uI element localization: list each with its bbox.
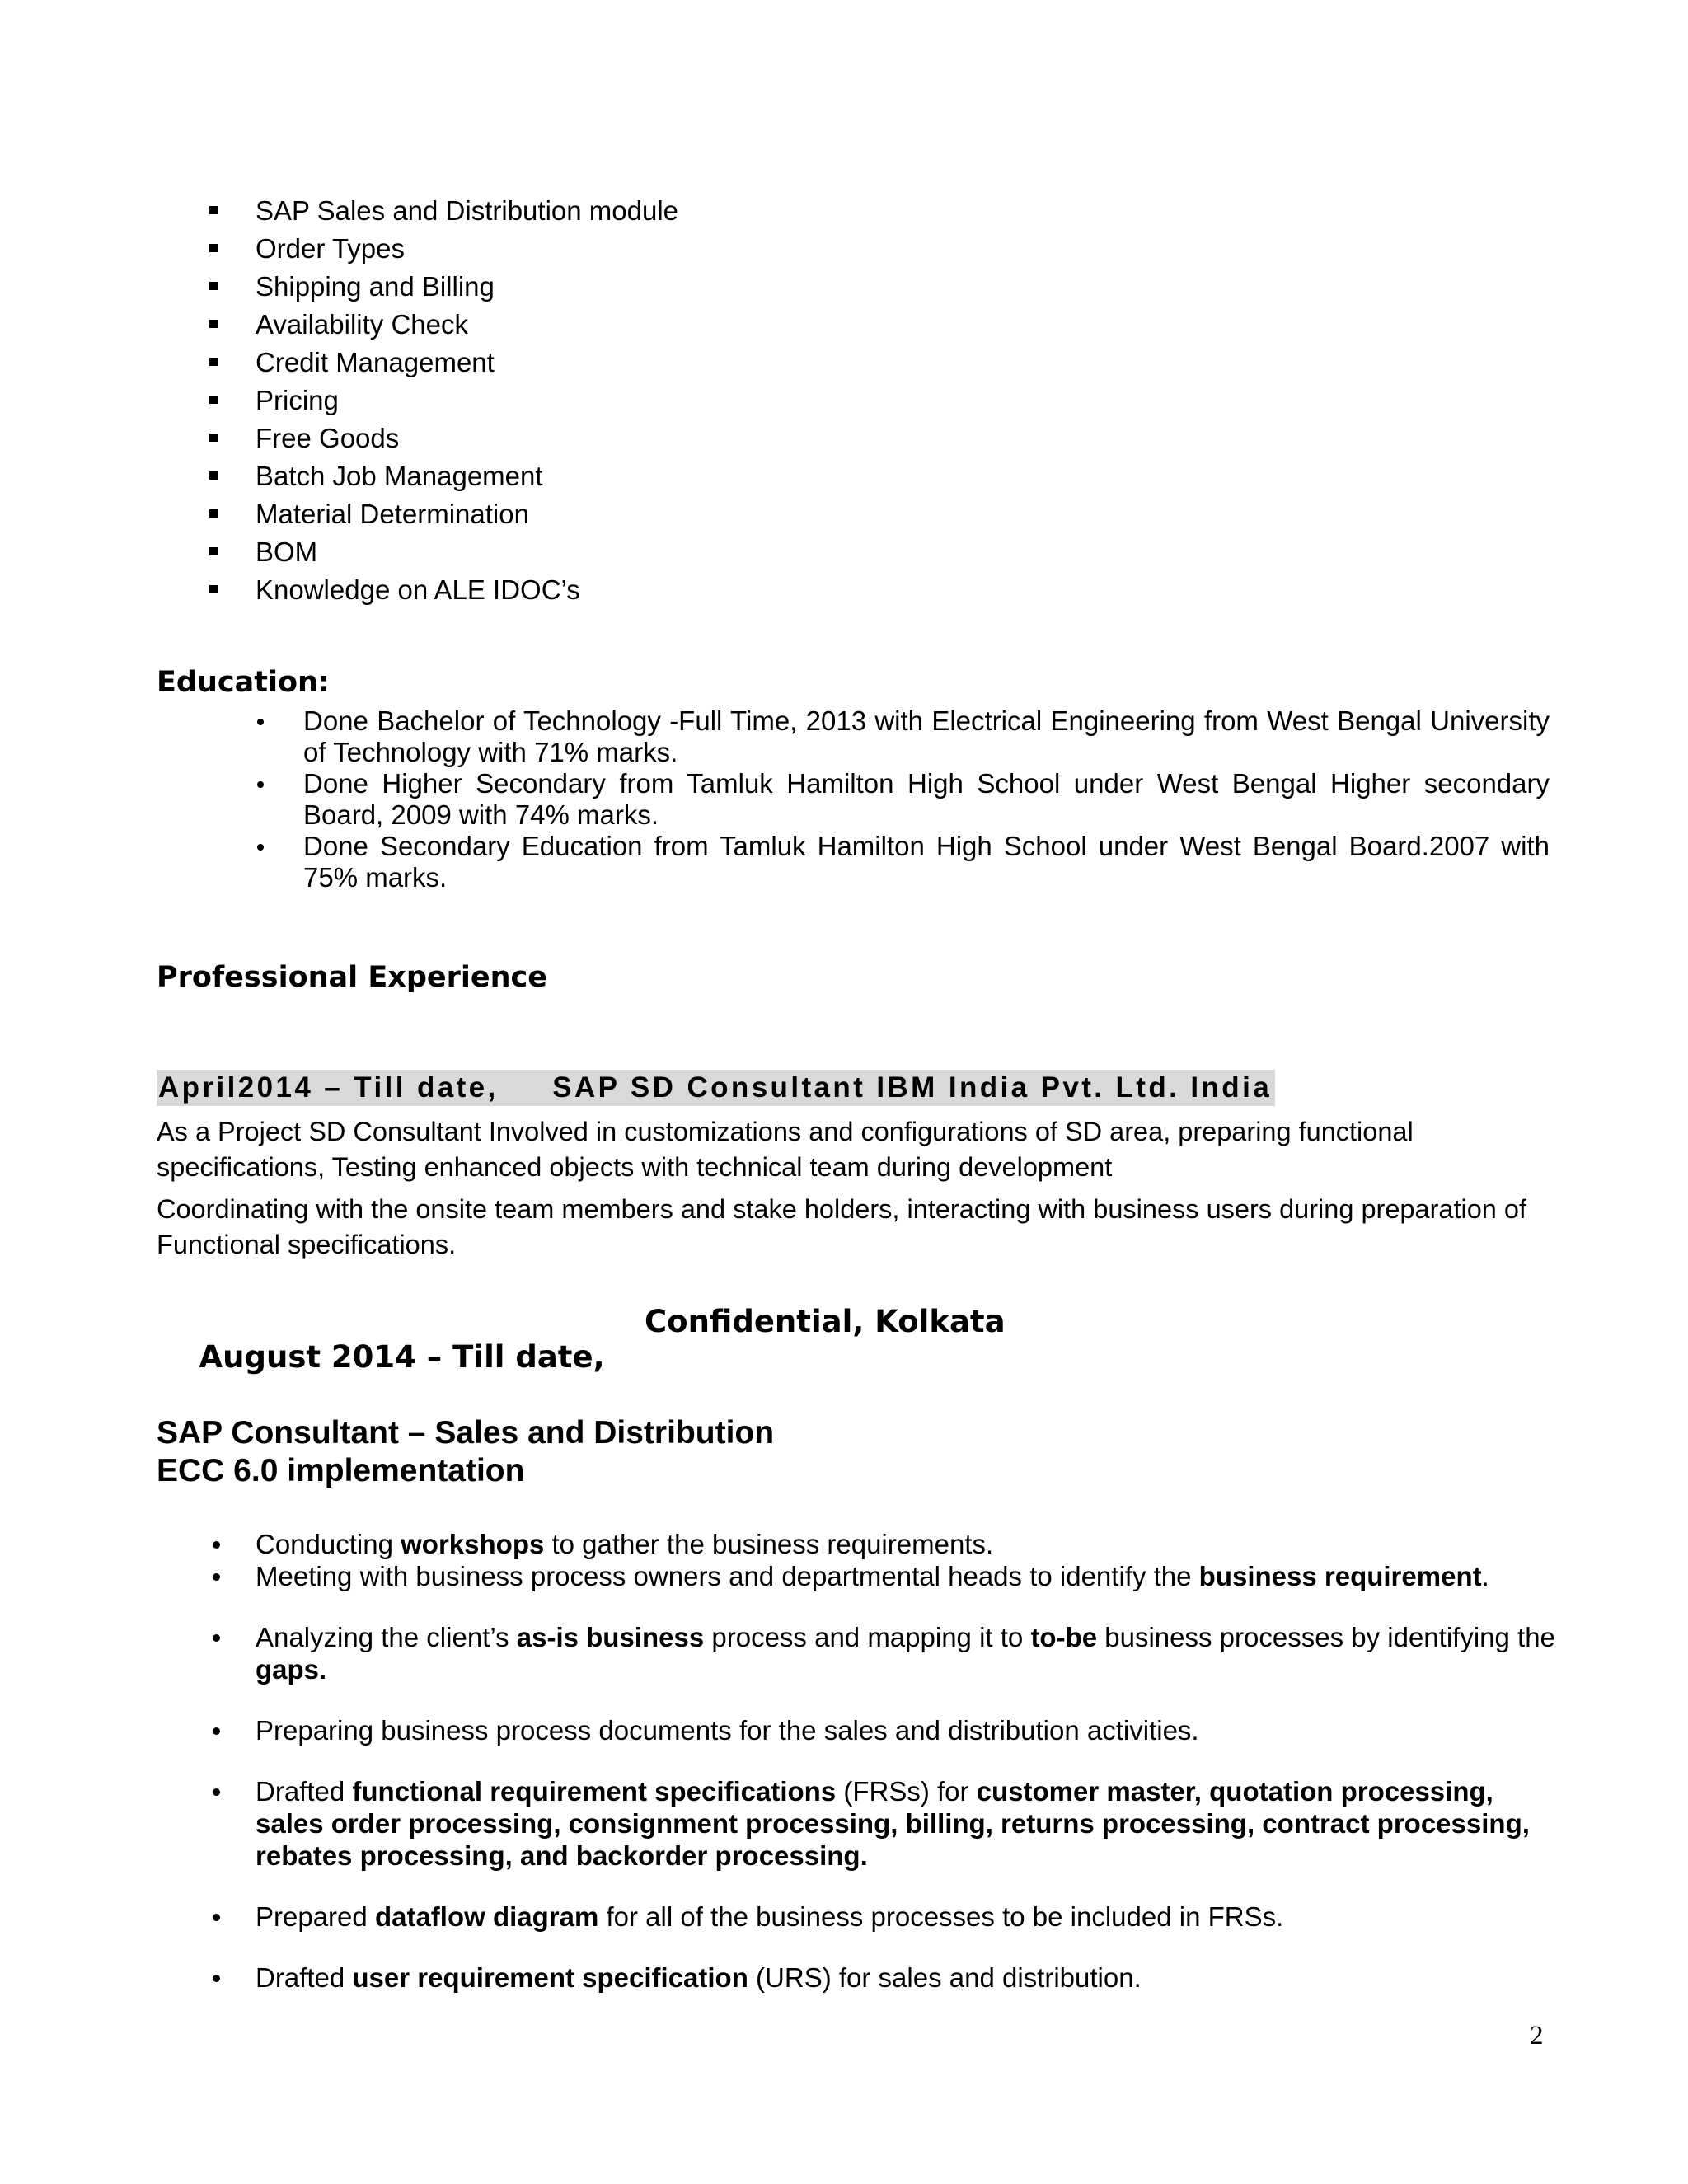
list-item: Material Determination [206, 498, 678, 536]
list-item: Knowledge on ALE IDOC’s [206, 574, 678, 612]
text: Conducting [256, 1529, 401, 1559]
square-bullet-icon [209, 358, 218, 366]
list-item: Shipping and Billing [206, 270, 678, 308]
text: Meeting with business process owners and departmental heads to identify the [256, 1561, 1199, 1591]
square-bullet-icon [209, 396, 218, 404]
list-item [206, 1900, 1558, 1933]
bullet-icon [213, 1788, 220, 1796]
list-item: SAP Sales and Distribution module [206, 194, 678, 232]
text: Drafted [256, 1776, 353, 1807]
text: Preparing business process documents for the sales and distribution activities. [256, 1715, 1199, 1746]
list-item [206, 1775, 1558, 1872]
bold-text: functional requirement specifications [352, 1776, 837, 1807]
square-bullet-icon [209, 434, 218, 442]
bullet-icon [213, 1727, 220, 1735]
job-company: Confidential, Kolkata [645, 1304, 1006, 1339]
bullet-icon [213, 1975, 220, 1982]
list-item: Done Bachelor of Technology -Full Time, 2013 with Electrical Engineering from West Bengal University of Technology with 71% marks. [247, 705, 1550, 768]
list-item [206, 1560, 1558, 1592]
bold-text: gaps. [256, 1654, 327, 1685]
square-bullet-icon [209, 320, 218, 328]
bullet-icon [213, 1573, 220, 1581]
bullet-icon [257, 719, 264, 725]
list-item: Order Types [206, 232, 678, 270]
bullet-icon [257, 781, 264, 788]
text: to gather the business requirements. [544, 1529, 994, 1559]
professional-experience-heading: Professional Experience [157, 961, 548, 994]
bold-text: workshops [401, 1529, 545, 1559]
bold-text: to-be [1030, 1622, 1098, 1652]
text: process and mapping it to [704, 1622, 1031, 1652]
text: Analyzing the client’s [256, 1622, 517, 1652]
bold-text: as-is business [516, 1622, 705, 1652]
role-title-line: SAP Consultant – Sales and Distribution [157, 1415, 775, 1451]
bullet-icon [213, 1541, 220, 1549]
skills-list [206, 194, 678, 612]
list-item: Batch Job Management [206, 460, 678, 498]
list-item [206, 1714, 1558, 1746]
education-list [247, 705, 1550, 893]
bullet-icon [213, 1634, 220, 1642]
highlighted-job-row: April2014 – Till date, SAP SD Consultant IBM India Pvt. Ltd. India [157, 1070, 1275, 1106]
text: . [1481, 1561, 1489, 1591]
text: Drafted [256, 1962, 353, 1993]
square-bullet-icon [209, 471, 218, 480]
list-item: BOM [206, 536, 678, 574]
bullet-icon [213, 1914, 220, 1921]
bold-text: business requirement [1198, 1561, 1482, 1591]
text: Prepared [256, 1901, 375, 1932]
list-item: Free Goods [206, 422, 678, 460]
text: for all of the business processes to be included in FRSs. [598, 1901, 1284, 1932]
list-item [206, 1961, 1558, 1994]
page-number: 2 [1530, 2021, 1544, 2050]
duties-list [206, 1528, 1558, 1994]
square-bullet-icon [209, 244, 218, 252]
text: business processes by identifying the [1097, 1622, 1555, 1652]
bold-text: user requirement specification [352, 1962, 748, 1993]
square-bullet-icon [209, 282, 218, 290]
text: (URS) for sales and distribution. [748, 1962, 1142, 1993]
list-item: Pricing [206, 384, 678, 422]
list-item: Done Higher Secondary from Tamluk Hamilton High School under West Bengal Higher secondary Board, 2009 with 74% marks. [247, 768, 1550, 831]
list-item: Availability Check [206, 308, 678, 346]
bold-text: customer master, quotation processing, sales order processing, consignment processing, billing, returns processing, contract processing, rebates processing, and backorder processing. [256, 1776, 1530, 1871]
role-title [157, 1414, 774, 1490]
job-description-paragraph: As a Project SD Consultant Involved in customizations and configurations of SD area, preparing functional specifications, Testing enhanced objects with technical team during development [157, 1117, 1414, 1182]
square-bullet-icon [209, 206, 218, 214]
job-date: August 2014 – Till date, [199, 1339, 605, 1375]
list-item: Done Secondary Education from Tamluk Hamilton High School under West Bengal Board.2007 with 75% marks. [247, 831, 1550, 893]
role-title-line: ECC 6.0 implementation [157, 1453, 525, 1488]
bullet-icon [257, 844, 264, 851]
square-bullet-icon [209, 509, 218, 518]
bold-text: dataflow diagram [374, 1901, 599, 1932]
square-bullet-icon [209, 547, 218, 555]
list-item [206, 1621, 1558, 1685]
education-heading: Education: [157, 666, 330, 699]
square-bullet-icon [209, 585, 218, 593]
list-item [206, 1528, 1558, 1560]
text: (FRSs) for [836, 1776, 977, 1807]
job-description-paragraph: Coordinating with the onsite team members and stake holders, interacting with business users during preparation of Functional specifications. [157, 1194, 1527, 1259]
list-item: Credit Management [206, 346, 678, 384]
